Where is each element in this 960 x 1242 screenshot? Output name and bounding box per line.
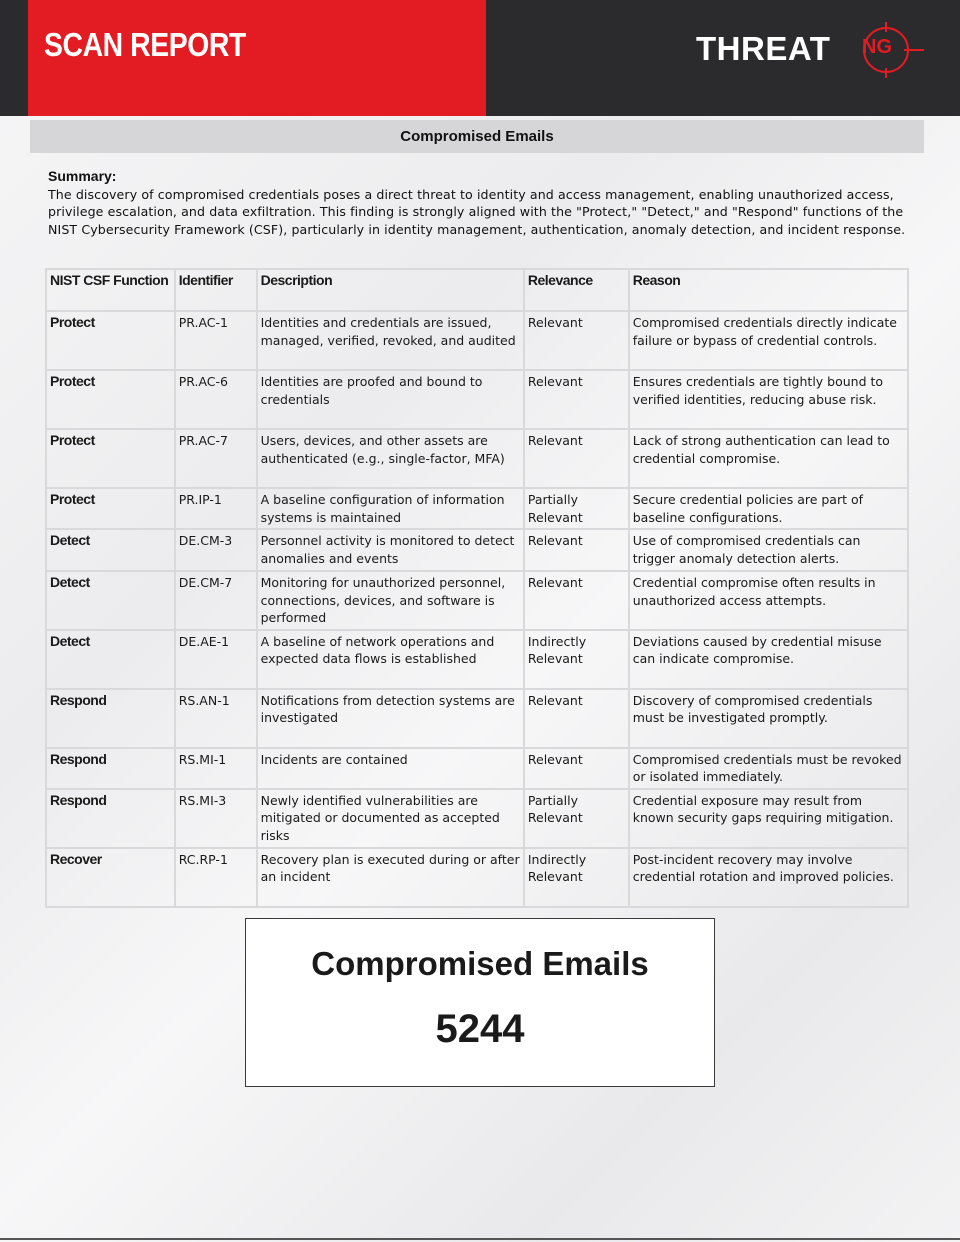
cell-relevance: Relevant — [524, 311, 629, 370]
cell-reason: Compromised credentials must be revoked or isolated immediately. — [629, 748, 908, 789]
cell-description: A baseline of network operations and expected data flows is established — [257, 630, 524, 689]
cell-description: Identities are proofed and bound to credentials — [257, 370, 524, 429]
cell-function: Protect — [46, 311, 175, 370]
cell-relevance: Relevant — [524, 429, 629, 488]
summary-block — [48, 168, 914, 238]
cell-description: Recovery plan is executed during or after an incident — [257, 848, 524, 907]
cell-reason: Credential exposure may result from known security gaps requiring mitigation. — [629, 789, 908, 848]
report-header — [0, 0, 960, 116]
cell-relevance: Relevant — [524, 370, 629, 429]
section-title: Compromised Emails — [30, 120, 924, 153]
header-relevance: Relevance — [524, 269, 629, 311]
cell-description: Personnel activity is monitored to detect anomalies and events — [257, 529, 524, 571]
cell-identifier: DE.AE-1 — [175, 630, 257, 689]
report-title: SCAN REPORT — [44, 26, 246, 63]
cell-reason: Secure credential policies are part of baseline configurations. — [629, 488, 908, 529]
cell-function: Protect — [46, 488, 175, 529]
header-function: NIST CSF Function — [46, 269, 175, 311]
table-row — [46, 630, 908, 689]
logo-text: THREAT — [696, 30, 831, 67]
cell-identifier: PR.AC-1 — [175, 311, 257, 370]
cell-identifier: RC.RP-1 — [175, 848, 257, 907]
cell-function: Recover — [46, 848, 175, 907]
cell-description: Monitoring for unauthorized personnel, connections, devices, and software is performed — [257, 571, 524, 630]
cell-function: Respond — [46, 789, 175, 848]
cell-description: Newly identified vulnerabilities are mitigated or documented as accepted risks — [257, 789, 524, 848]
table-row — [46, 571, 908, 630]
cell-reason: Deviations caused by credential misuse can indicate compromise. — [629, 630, 908, 689]
table-row — [46, 689, 908, 748]
cell-reason: Lack of strong authentication can lead to credential compromise. — [629, 429, 908, 488]
stat-value: 5244 — [435, 1007, 525, 1051]
table-row — [46, 311, 908, 370]
cell-description: Incidents are contained — [257, 748, 524, 789]
cell-relevance: Partially Relevant — [524, 789, 629, 848]
cell-relevance: Relevant — [524, 689, 629, 748]
page-bottom-divider — [0, 1238, 960, 1240]
cell-description: Users, devices, and other assets are authenticated (e.g., single-factor, MFA) — [257, 429, 524, 488]
logo-suffix: NG — [862, 36, 892, 58]
stat-title: Compromised Emails — [311, 945, 649, 982]
cell-reason: Discovery of compromised credentials must be investigated promptly. — [629, 689, 908, 748]
cell-identifier: DE.CM-3 — [175, 529, 257, 571]
summary-text: The discovery of compromised credentials poses a direct threat to identity and access management, enabling unauthorized access, privilege escalation, and data exfiltration. This finding is strongly aligned with the "Protect," "Detect," and "Respond" functions of the NIST Cybersecurity Framework (CSF), particularly in identity management, authentication, anomaly detection, and incident response. — [48, 186, 906, 237]
cell-identifier: RS.MI-1 — [175, 748, 257, 789]
table-row — [46, 529, 908, 571]
cell-reason: Use of compromised credentials can trigger anomaly detection alerts. — [629, 529, 908, 571]
header-identifier: Identifier — [175, 269, 257, 311]
header-reason: Reason — [629, 269, 908, 311]
cell-function: Respond — [46, 748, 175, 789]
cell-description: A baseline configuration of information systems is maintained — [257, 488, 524, 529]
cell-identifier: PR.IP-1 — [175, 488, 257, 529]
cell-reason: Compromised credentials directly indicate failure or bypass of credential controls. — [629, 311, 908, 370]
cell-function: Detect — [46, 571, 175, 630]
cell-relevance: Relevant — [524, 748, 629, 789]
table-row — [46, 370, 908, 429]
table-header-row — [46, 269, 908, 311]
cell-function: Detect — [46, 529, 175, 571]
cell-identifier: DE.CM-7 — [175, 571, 257, 630]
table-row — [46, 789, 908, 848]
nist-csf-table — [45, 268, 909, 908]
compromised-emails-stat-box — [245, 918, 715, 1087]
cell-relevance: Relevant — [524, 571, 629, 630]
cell-function: Detect — [46, 630, 175, 689]
table-row — [46, 748, 908, 789]
header-description: Description — [257, 269, 524, 311]
cell-description: Notifications from detection systems are investigated — [257, 689, 524, 748]
threatng-logo — [696, 30, 936, 70]
cell-identifier: RS.MI-3 — [175, 789, 257, 848]
cell-relevance: Partially Relevant — [524, 488, 629, 529]
cell-relevance: Indirectly Relevant — [524, 848, 629, 907]
cell-relevance: Indirectly Relevant — [524, 630, 629, 689]
cell-identifier: PR.AC-6 — [175, 370, 257, 429]
table-row — [46, 488, 908, 529]
table-row — [46, 848, 908, 907]
summary-label: Summary: — [48, 168, 117, 184]
cell-identifier: RS.AN-1 — [175, 689, 257, 748]
cell-reason: Post-incident recovery may involve credential rotation and improved policies. — [629, 848, 908, 907]
cell-function: Protect — [46, 429, 175, 488]
cell-reason: Credential compromise often results in unauthorized access attempts. — [629, 571, 908, 630]
cell-function: Respond — [46, 689, 175, 748]
cell-function: Protect — [46, 370, 175, 429]
cell-relevance: Relevant — [524, 529, 629, 571]
cell-reason: Ensures credentials are tightly bound to verified identities, reducing abuse risk. — [629, 370, 908, 429]
cell-description: Identities and credentials are issued, managed, verified, revoked, and audited — [257, 311, 524, 370]
cell-identifier: PR.AC-7 — [175, 429, 257, 488]
table-row — [46, 429, 908, 488]
